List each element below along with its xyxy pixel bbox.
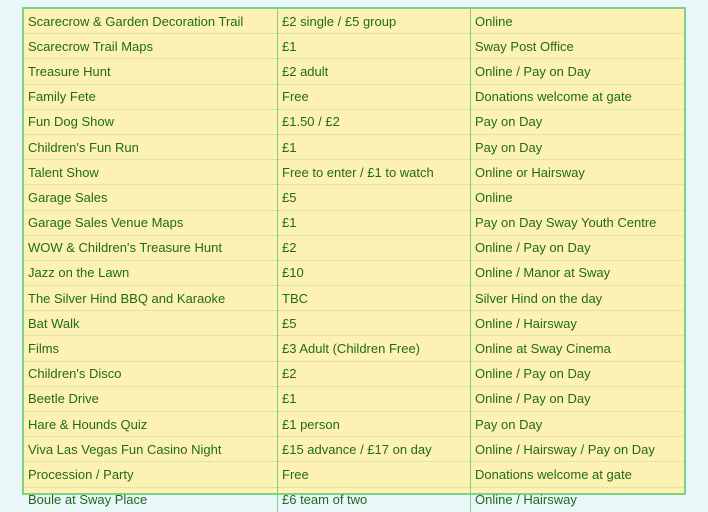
event-ticket-cell: Online / Hairsway — [471, 311, 685, 336]
table-row — [24, 84, 684, 109]
event-name-cell: The Silver Hind BBQ and Karaoke — [24, 286, 278, 311]
table-row — [24, 260, 684, 285]
event-name-cell: Scarecrow & Garden Decoration Trail — [24, 9, 278, 34]
event-ticket-cell: Online — [471, 9, 685, 34]
table-row — [24, 134, 684, 159]
event-price-cell: £1 — [278, 210, 471, 235]
event-ticket-cell: Pay on Day Sway Youth Centre — [471, 210, 685, 235]
event-name-cell: Fun Dog Show — [24, 109, 278, 134]
event-ticket-cell: Online / Hairsway / Pay on Day — [471, 437, 685, 462]
event-name-cell: Treasure Hunt — [24, 59, 278, 84]
event-ticket-cell: Online / Pay on Day — [471, 59, 685, 84]
event-ticket-cell: Online / Pay on Day — [471, 361, 685, 386]
table-row — [24, 59, 684, 84]
table-row — [24, 386, 684, 411]
table-row — [24, 34, 684, 59]
event-price-cell: Free — [278, 462, 471, 487]
event-name-cell: Procession / Party — [24, 462, 278, 487]
event-ticket-cell: Online / Pay on Day — [471, 235, 685, 260]
table-row — [24, 361, 684, 386]
table-row — [24, 210, 684, 235]
table-row — [24, 462, 684, 487]
event-ticket-cell: Donations welcome at gate — [471, 462, 685, 487]
event-ticket-cell: Online / Manor at Sway — [471, 260, 685, 285]
event-name-cell: Beetle Drive — [24, 386, 278, 411]
events-table-body — [24, 9, 684, 512]
event-price-cell: £5 — [278, 311, 471, 336]
table-row — [24, 185, 684, 210]
event-name-cell: Scarecrow Trail Maps — [24, 34, 278, 59]
event-ticket-cell: Online or Hairsway — [471, 160, 685, 185]
event-ticket-cell: Online at Sway Cinema — [471, 336, 685, 361]
event-price-cell: £1.50 / £2 — [278, 109, 471, 134]
event-name-cell: Children's Disco — [24, 361, 278, 386]
event-price-cell: £2 — [278, 361, 471, 386]
event-ticket-cell: Pay on Day — [471, 109, 685, 134]
event-name-cell: Garage Sales Venue Maps — [24, 210, 278, 235]
event-name-cell: WOW & Children's Treasure Hunt — [24, 235, 278, 260]
table-row — [24, 235, 684, 260]
event-price-cell: £6 team of two — [278, 487, 471, 512]
event-ticket-cell: Online — [471, 185, 685, 210]
event-ticket-cell: Pay on Day — [471, 412, 685, 437]
event-ticket-cell: Silver Hind on the day — [471, 286, 685, 311]
event-name-cell: Family Fete — [24, 84, 278, 109]
events-table-container — [22, 7, 686, 508]
event-name-cell: Garage Sales — [24, 185, 278, 210]
table-row — [24, 286, 684, 311]
table-row — [24, 109, 684, 134]
table-row — [24, 160, 684, 185]
table-row — [24, 412, 684, 437]
event-price-cell: TBC — [278, 286, 471, 311]
event-price-cell: £10 — [278, 260, 471, 285]
event-price-cell: Free — [278, 84, 471, 109]
event-price-cell: Free to enter / £1 to watch — [278, 160, 471, 185]
event-ticket-cell: Sway Post Office — [471, 34, 685, 59]
table-row — [24, 487, 684, 512]
event-price-cell: £15 advance / £17 on day — [278, 437, 471, 462]
event-name-cell: Films — [24, 336, 278, 361]
event-ticket-cell: Online / Pay on Day — [471, 386, 685, 411]
table-row — [24, 9, 684, 34]
event-name-cell: Hare & Hounds Quiz — [24, 412, 278, 437]
event-name-cell: Jazz on the Lawn — [24, 260, 278, 285]
table-row — [24, 311, 684, 336]
event-price-cell: £1 — [278, 386, 471, 411]
table-row — [24, 336, 684, 361]
event-price-cell: £2 — [278, 235, 471, 260]
events-price-table — [24, 9, 684, 512]
table-row — [24, 437, 684, 462]
event-price-cell: £1 — [278, 34, 471, 59]
event-price-cell: £1 — [278, 134, 471, 159]
event-price-cell: £2 single / £5 group — [278, 9, 471, 34]
event-name-cell: Bat Walk — [24, 311, 278, 336]
event-name-cell: Viva Las Vegas Fun Casino Night — [24, 437, 278, 462]
event-ticket-cell: Online / Hairsway — [475, 492, 577, 508]
event-price-cell: £1 person — [278, 412, 471, 437]
event-name-cell: Talent Show — [24, 160, 278, 185]
event-name-cell: Children's Fun Run — [24, 134, 278, 159]
event-name-cell: Boule at Sway Place — [24, 487, 278, 512]
event-price-cell: £5 — [278, 185, 471, 210]
event-price-cell: £3 Adult (Children Free) — [278, 336, 471, 361]
event-ticket-cell: Pay on Day — [471, 134, 685, 159]
event-ticket-cell: Donations welcome at gate — [471, 84, 685, 109]
event-price-cell: £2 adult — [278, 59, 471, 84]
